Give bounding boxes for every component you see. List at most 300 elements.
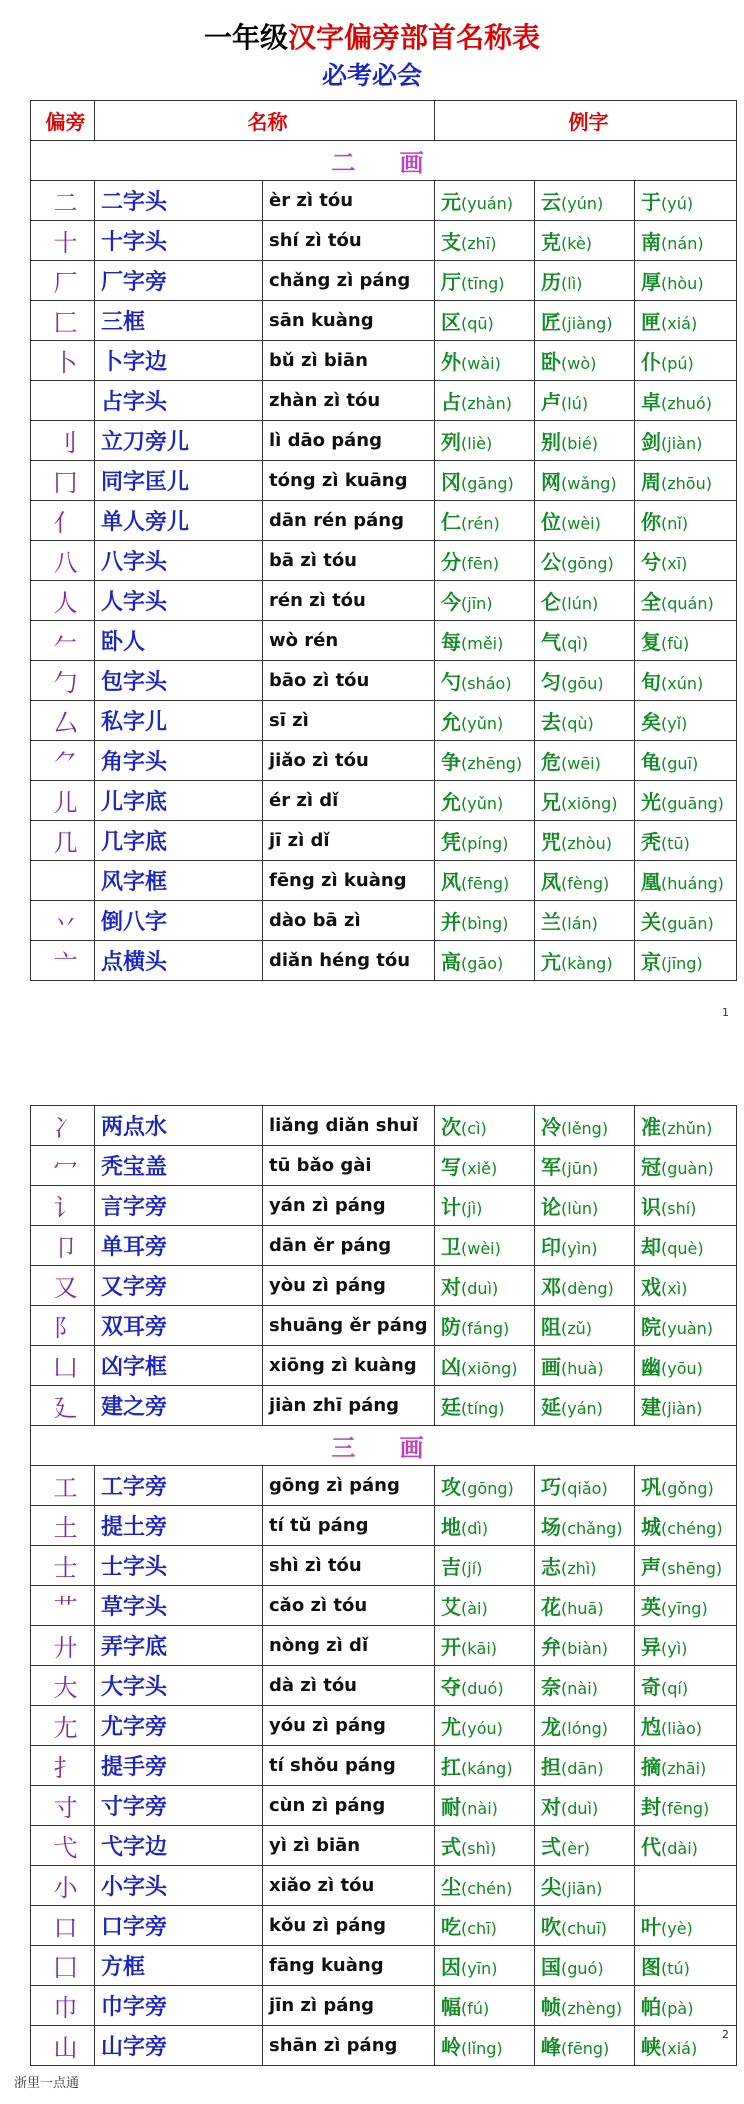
- example-pinyin: (biàn): [561, 1639, 609, 1658]
- example-word: [535, 1546, 635, 1586]
- example-char: 吹: [541, 1915, 561, 1939]
- radical-pinyin: tí tǔ páng: [263, 1506, 435, 1546]
- example-char: 邓: [541, 1275, 561, 1299]
- example-char: 允: [441, 710, 461, 734]
- example-word: [635, 1786, 737, 1826]
- example-pinyin: (wēi): [561, 754, 601, 773]
- example-word: [535, 781, 635, 821]
- radical-glyph: [31, 861, 95, 901]
- radical-name: 立刀旁儿: [95, 421, 263, 461]
- radical-pinyin: shuāng ěr páng: [263, 1306, 435, 1346]
- example-word: [435, 1186, 535, 1226]
- example-pinyin: (guī): [661, 754, 699, 773]
- table-row: [31, 581, 737, 621]
- header-example: 例字: [435, 101, 737, 141]
- radical-name: 同字匡儿: [95, 461, 263, 501]
- example-pinyin: (yīng): [661, 1599, 708, 1618]
- example-char: 亢: [541, 950, 561, 974]
- table-row: [31, 1706, 737, 1746]
- example-pinyin: (guàn): [661, 1159, 714, 1178]
- example-word: [635, 1626, 737, 1666]
- radical-name: 凶字框: [95, 1346, 263, 1386]
- example-word: [535, 821, 635, 861]
- example-pinyin: (zhōu): [661, 474, 712, 493]
- example-pinyin: (yì): [661, 1639, 688, 1658]
- example-word: [435, 1746, 535, 1786]
- radical-name: 弋字边: [95, 1826, 263, 1866]
- radical-pinyin: xiǎo zì tóu: [263, 1866, 435, 1906]
- table-row: [31, 541, 737, 581]
- example-pinyin: (jiān): [561, 1879, 603, 1898]
- example-pinyin: (shēng): [661, 1559, 723, 1578]
- radical-pinyin: jiàn zhī páng: [263, 1386, 435, 1426]
- example-word: [635, 581, 737, 621]
- radical-glyph: 凵: [31, 1346, 95, 1386]
- example-word: [635, 781, 737, 821]
- radical-pinyin: sī zì: [263, 701, 435, 741]
- table-row: [31, 1626, 737, 1666]
- example-word: [635, 1506, 737, 1546]
- example-char: 场: [541, 1515, 561, 1539]
- example-word: [535, 1666, 635, 1706]
- example-pinyin: (xiōng): [561, 794, 618, 813]
- radical-glyph: 几: [31, 821, 95, 861]
- radical-glyph: 八: [31, 541, 95, 581]
- example-pinyin: (lùn): [561, 1199, 599, 1218]
- example-char: 戏: [641, 1275, 661, 1299]
- example-char: 凶: [441, 1355, 461, 1379]
- example-word: [635, 381, 737, 421]
- example-char: 却: [641, 1235, 661, 1259]
- page-number: 1: [722, 1006, 729, 1019]
- example-char: 允: [441, 790, 461, 814]
- example-char: 国: [541, 1955, 561, 1979]
- example-pinyin: (tū): [661, 834, 690, 853]
- radical-pinyin: wò rén: [263, 621, 435, 661]
- section-header: [31, 141, 737, 181]
- example-char: 阻: [541, 1315, 561, 1339]
- example-word: [435, 301, 535, 341]
- table-row: [31, 1146, 737, 1186]
- example-pinyin: (pú): [661, 354, 694, 373]
- example-pinyin: (duì): [561, 1799, 599, 1818]
- table-row: [31, 301, 737, 341]
- example-pinyin: (káng): [461, 1759, 513, 1778]
- radical-glyph: 讠: [31, 1186, 95, 1226]
- example-pinyin: (wò): [561, 354, 597, 373]
- example-pinyin: (yún): [561, 194, 604, 213]
- radical-pinyin: dào bā zì: [263, 901, 435, 941]
- example-char: 周: [641, 470, 661, 494]
- title-prefix: 一年级: [203, 21, 288, 54]
- example-word: [435, 421, 535, 461]
- example-pinyin: (gōng): [461, 1479, 514, 1498]
- example-pinyin: (bìng): [461, 914, 509, 933]
- example-char: 志: [541, 1555, 561, 1579]
- example-pinyin: (wèi): [561, 514, 601, 533]
- example-word: [635, 1226, 737, 1266]
- radical-pinyin: bǔ zì biān: [263, 341, 435, 381]
- example-pinyin: (zhèng): [561, 1999, 623, 2018]
- example-pinyin: (shí): [661, 1199, 697, 1218]
- example-char: 防: [441, 1315, 461, 1339]
- example-word: [635, 821, 737, 861]
- radical-glyph: 勹: [31, 661, 95, 701]
- example-word: [635, 701, 737, 741]
- example-word: [535, 861, 635, 901]
- example-word: [435, 1106, 535, 1146]
- example-char: 图: [641, 1955, 661, 1979]
- table-row: [31, 1226, 737, 1266]
- example-char: 幽: [641, 1355, 661, 1379]
- table-row: [31, 1946, 737, 1986]
- example-char: 高: [441, 950, 461, 974]
- example-word: [435, 381, 535, 421]
- example-word: [435, 1626, 535, 1666]
- example-word: [535, 1466, 635, 1506]
- table-row: [31, 1746, 737, 1786]
- radical-glyph: 卜: [31, 341, 95, 381]
- example-pinyin: (duì): [461, 1279, 499, 1298]
- radical-name: 点横头: [95, 941, 263, 981]
- example-pinyin: (què): [661, 1239, 704, 1258]
- example-word: [635, 621, 737, 661]
- example-pinyin: (yú): [661, 194, 694, 213]
- example-char: 院: [641, 1315, 661, 1339]
- example-char: 你: [641, 510, 661, 534]
- radical-name: 十字头: [95, 221, 263, 261]
- example-word: [635, 1906, 737, 1946]
- example-word: [535, 181, 635, 221]
- header-name: 名称: [95, 101, 435, 141]
- example-word: [435, 1986, 535, 2026]
- example-char: 关: [641, 910, 661, 934]
- radical-pinyin: shí zì tóu: [263, 221, 435, 261]
- example-pinyin: (qù): [561, 714, 594, 733]
- example-pinyin: (fēng): [561, 2039, 610, 2058]
- example-word: [535, 1786, 635, 1826]
- example-word: [435, 821, 535, 861]
- radical-glyph: 冂: [31, 461, 95, 501]
- example-pinyin: (tíng): [461, 1399, 505, 1418]
- radical-glyph: 山: [31, 2026, 95, 2066]
- example-pinyin: (gōng): [561, 554, 614, 573]
- example-char: 卓: [641, 390, 661, 414]
- radical-pinyin: dān ěr páng: [263, 1226, 435, 1266]
- example-pinyin: (zhī): [461, 234, 497, 253]
- radical-pinyin: fāng kuàng: [263, 1946, 435, 1986]
- example-char: 准: [641, 1115, 661, 1139]
- example-char: 元: [441, 190, 461, 214]
- example-pinyin: (xiá): [661, 2039, 698, 2058]
- example-char: 位: [541, 510, 561, 534]
- example-char: 廷: [441, 1395, 461, 1419]
- table-row: [31, 1106, 737, 1146]
- example-char: 尤: [441, 1715, 461, 1739]
- table-row: [31, 421, 737, 461]
- example-char: 勺: [441, 670, 461, 694]
- example-word: [635, 1706, 737, 1746]
- radical-glyph: 寸: [31, 1786, 95, 1826]
- example-word: [635, 1186, 737, 1226]
- example-char: 花: [541, 1595, 561, 1619]
- example-word: [635, 501, 737, 541]
- example-char: 列: [441, 430, 461, 454]
- example-pinyin: (dān): [561, 1759, 604, 1778]
- radical-pinyin: jī zì dǐ: [263, 821, 435, 861]
- section-header: [31, 1426, 737, 1466]
- example-word: [635, 1666, 737, 1706]
- example-word: [435, 1146, 535, 1186]
- radical-glyph: 囗: [31, 1946, 95, 1986]
- example-char: 剑: [641, 430, 661, 454]
- example-word: [635, 1546, 737, 1586]
- example-word: [435, 221, 535, 261]
- example-pinyin: (gǒng): [661, 1479, 714, 1498]
- table-row: [31, 1186, 737, 1226]
- example-pinyin: (lěng): [561, 1119, 609, 1138]
- example-pinyin: (zhòu): [561, 834, 612, 853]
- example-word: [435, 501, 535, 541]
- example-pinyin: (zǔ): [561, 1319, 593, 1338]
- radical-pinyin: dān rén páng: [263, 501, 435, 541]
- example-pinyin: (zhāi): [661, 1759, 707, 1778]
- example-pinyin: (xiōng): [461, 1359, 518, 1378]
- example-char: 占: [441, 390, 461, 414]
- example-word: [535, 1306, 635, 1346]
- example-pinyin: (huā): [561, 1599, 604, 1618]
- radical-glyph: 工: [31, 1466, 95, 1506]
- radical-name: 几字底: [95, 821, 263, 861]
- example-pinyin: (xiě): [461, 1159, 498, 1178]
- example-pinyin: (qiǎo): [561, 1479, 608, 1498]
- example-word: [635, 1146, 737, 1186]
- example-char: 弁: [541, 1635, 561, 1659]
- radical-pinyin: ér zì dǐ: [263, 781, 435, 821]
- example-word: [435, 2026, 535, 2066]
- radical-glyph: 阝: [31, 1306, 95, 1346]
- example-char: 耐: [441, 1795, 461, 1819]
- table-row: [31, 1906, 737, 1946]
- example-char: 全: [641, 590, 661, 614]
- example-word: [635, 541, 737, 581]
- example-word: [535, 901, 635, 941]
- radical-glyph: 卩: [31, 1226, 95, 1266]
- radical-name: 角字头: [95, 741, 263, 781]
- radical-name: 儿字底: [95, 781, 263, 821]
- example-pinyin: (èr): [561, 1839, 590, 1858]
- radical-name: 秃宝盖: [95, 1146, 263, 1186]
- table-row: [31, 1866, 737, 1906]
- radical-glyph: 丷: [31, 901, 95, 941]
- radical-name: 二字头: [95, 181, 263, 221]
- example-pinyin: (chuī): [561, 1919, 608, 1938]
- example-pinyin: (jiàn): [661, 434, 703, 453]
- radical-pinyin: liǎng diǎn shuǐ: [263, 1106, 435, 1146]
- radical-pinyin: cùn zì páng: [263, 1786, 435, 1826]
- table-row: [31, 621, 737, 661]
- example-char: 延: [541, 1395, 561, 1419]
- example-char: 画: [541, 1355, 561, 1379]
- example-word: [535, 421, 635, 461]
- example-pinyin: (lún): [561, 594, 599, 613]
- radical-table-page-1: [30, 100, 737, 981]
- example-char: 摘: [641, 1755, 661, 1779]
- example-char: 城: [641, 1515, 661, 1539]
- example-word: [435, 341, 535, 381]
- example-word: [635, 941, 737, 981]
- example-char: 去: [541, 710, 561, 734]
- example-pinyin: (qì): [561, 634, 589, 653]
- example-char: 帕: [641, 1995, 661, 2019]
- example-word: [435, 1226, 535, 1266]
- example-char: 对: [541, 1795, 561, 1819]
- example-pinyin: (yóu): [461, 1719, 503, 1738]
- radical-name: 两点水: [95, 1106, 263, 1146]
- example-char: 识: [641, 1195, 661, 1219]
- example-pinyin: (lì): [561, 274, 583, 293]
- table-header: [31, 101, 737, 141]
- example-pinyin: (lán): [561, 914, 598, 933]
- example-word: [435, 621, 535, 661]
- radical-name: 厂字旁: [95, 261, 263, 301]
- example-pinyin: (jí): [461, 1559, 483, 1578]
- example-word: [535, 701, 635, 741]
- example-pinyin: (nài): [561, 1679, 598, 1698]
- radical-glyph: 亠: [31, 941, 95, 981]
- radical-pinyin: jīn zì páng: [263, 1986, 435, 2026]
- example-char: 区: [441, 310, 461, 334]
- table-row: [31, 2026, 737, 2066]
- radical-pinyin: sān kuàng: [263, 301, 435, 341]
- radical-glyph: 廾: [31, 1626, 95, 1666]
- radical-name: 士字头: [95, 1546, 263, 1586]
- example-word: [635, 421, 737, 461]
- example-word: [435, 1666, 535, 1706]
- example-word: [435, 861, 535, 901]
- radical-glyph: 扌: [31, 1746, 95, 1786]
- example-char: 支: [441, 230, 461, 254]
- example-char: 巩: [641, 1475, 661, 1499]
- example-char: 尖: [541, 1875, 561, 1899]
- radical-name: 提手旁: [95, 1746, 263, 1786]
- example-pinyin: (sháo): [461, 674, 512, 693]
- radical-pinyin: rén zì tóu: [263, 581, 435, 621]
- example-char: 尘: [441, 1875, 461, 1899]
- example-word: [435, 1266, 535, 1306]
- table-row: [31, 741, 737, 781]
- example-char: 奇: [641, 1675, 661, 1699]
- example-pinyin: (liào): [661, 1719, 702, 1738]
- example-word: [635, 341, 737, 381]
- example-char: 厅: [441, 270, 461, 294]
- example-char: 奈: [541, 1675, 561, 1699]
- radical-name: 小字头: [95, 1866, 263, 1906]
- table-row: [31, 941, 737, 981]
- example-word: [635, 1266, 737, 1306]
- radical-glyph: 冖: [31, 1146, 95, 1186]
- radical-pinyin: yì zì biān: [263, 1826, 435, 1866]
- example-pinyin: (zhuó): [661, 394, 712, 413]
- example-char: 峰: [541, 2035, 561, 2059]
- example-word: [635, 221, 737, 261]
- table-row: [31, 461, 737, 501]
- example-char: 军: [541, 1155, 561, 1179]
- example-char: 分: [441, 550, 461, 574]
- example-word: [635, 301, 737, 341]
- example-char: 吃: [441, 1915, 461, 1939]
- example-char: 厚: [641, 270, 661, 294]
- header-radical: 偏旁: [31, 101, 95, 141]
- example-word: [535, 1506, 635, 1546]
- radical-pinyin: gōng zì páng: [263, 1466, 435, 1506]
- example-char: 卫: [441, 1235, 461, 1259]
- example-word: [435, 1506, 535, 1546]
- radical-glyph: 十: [31, 221, 95, 261]
- table-row: [31, 861, 737, 901]
- radical-pinyin: yóu zì páng: [263, 1706, 435, 1746]
- radical-name: 八字头: [95, 541, 263, 581]
- example-char: 争: [441, 750, 461, 774]
- example-word: [635, 1946, 737, 1986]
- example-pinyin: (fēng): [461, 874, 510, 893]
- example-char: 冷: [541, 1115, 561, 1139]
- example-pinyin: (zhēng): [461, 754, 523, 773]
- example-char: 担: [541, 1755, 561, 1779]
- example-word: [535, 741, 635, 781]
- example-pinyin: (kàng): [561, 954, 613, 973]
- example-char: 匣: [641, 310, 661, 334]
- example-char: 卧: [541, 350, 561, 374]
- table-row: [31, 221, 737, 261]
- example-word: [535, 1346, 635, 1386]
- example-word: [635, 1826, 737, 1866]
- example-char: 历: [541, 270, 561, 294]
- example-char: 攻: [441, 1475, 461, 1499]
- example-pinyin: (dài): [661, 1839, 698, 1858]
- example-char: 京: [641, 950, 661, 974]
- title-highlight: 汉字偏旁部首名称表: [288, 21, 541, 54]
- example-word: [535, 1946, 635, 1986]
- example-word: [635, 1106, 737, 1146]
- example-char: 于: [641, 190, 661, 214]
- example-pinyin: (liè): [461, 434, 493, 453]
- radical-pinyin: bāo zì tóu: [263, 661, 435, 701]
- example-word: [535, 1906, 635, 1946]
- example-word: [535, 661, 635, 701]
- example-word: [535, 1746, 635, 1786]
- example-pinyin: (kè): [561, 234, 593, 253]
- example-pinyin: (tīng): [461, 274, 505, 293]
- radical-pinyin: èr zì tóu: [263, 181, 435, 221]
- example-word: [435, 781, 535, 821]
- example-char: 尥: [641, 1715, 661, 1739]
- table-row: [31, 501, 737, 541]
- example-pinyin: (chǎng): [561, 1519, 623, 1538]
- radical-pinyin: kǒu zì páng: [263, 1906, 435, 1946]
- example-word: [435, 461, 535, 501]
- example-pinyin: (kāi): [461, 1639, 497, 1658]
- example-word: [535, 1626, 635, 1666]
- example-word: [535, 1586, 635, 1626]
- example-pinyin: (nán): [661, 234, 704, 253]
- example-pinyin: (gōu): [561, 674, 604, 693]
- example-pinyin: (pà): [661, 1999, 694, 2018]
- table-row: [31, 781, 737, 821]
- radical-glyph: [31, 381, 95, 421]
- radical-name: 三框: [95, 301, 263, 341]
- example-char: 公: [541, 550, 561, 574]
